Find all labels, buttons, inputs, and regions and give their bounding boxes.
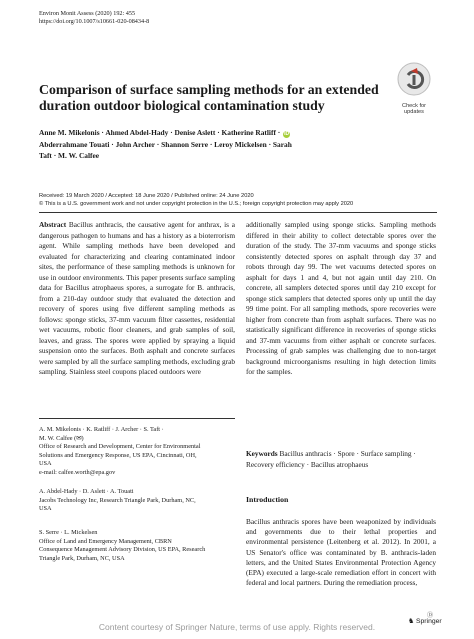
keywords-text: Bacillus anthracis · Spore · Surface sampling · Recovery efficiency · Bacillus atrophaeus <box>246 449 416 469</box>
check-for-updates-icon <box>397 62 431 96</box>
copyright-line: © This is a U.S. government work and not under copyright protection in the U.S.; foreign copyright protection may apply 2020 <box>39 201 354 208</box>
abstract-text: Bacillus anthracis, the causative agent for anthrax, is a dangerous pathogen to humans and has a history as a bioterrorism agent. While sampling methods have been developed and evaluated for characterizing and clearing contaminated indoor sites, the performance of these sampling methods is unknown for use in outdoor environments. This paper presents surface sampling data for Bacillus atrophaeus spores, a surrogate for B. anthracis, from a 210-day outdoor study that evaluated the detection and recovery of spores using five different sampling methods as follows: sponge sticks, 37-mm vacuum filter cassettes, residential wet vacuums, robotic floor cleaners, and grab samples of soil, leaves, and grass. The spores were applied by spraying a liquid suspension onto the surfaces. Both asphalt and concrete surfaces were sampled by all the surface sampling methods, excluding grab sampling. Stainless steel coupons placed outdoors were <box>39 220 235 376</box>
badge-line1: Check for <box>402 103 426 109</box>
affiliation-3-line: Consequence Management Advisory Division, US EPA, Research <box>39 546 206 554</box>
affiliation-1-names2: M. W. Calfee (✉) <box>39 434 84 442</box>
journal-citation: Environ Monit Assess (2020) 192: 455 <box>39 10 136 17</box>
affiliation-1-line: USA <box>39 460 52 468</box>
affiliation-divider <box>39 418 235 419</box>
author-line3-text: Taft · M. W. Calfee <box>39 151 100 161</box>
affiliation-2-line: Jacobs Technology Inc, Research Triangle Park, Durham, NC, <box>39 496 196 504</box>
affiliation-3-names: S. Serre · L. Mickelsen <box>39 529 98 536</box>
affiliation-1-line: Solutions and Emergency Response, US EPA, Cincinnati, OH, <box>39 451 197 459</box>
abstract-continued: additionally sampled using sponge sticks. Sampling methods differed in their ability to collect detectable spores over the duration of the study. The 37-mm vacuums and sponge sticks consistently detected spores on asphalt through day 37 and robots through day 99. The wet vacuums detected spores on asphalt for days 1 and 4, but not again until day 210. On concrete, all samplers detected spores until day 210 except for sponge stick samplers that detected spores only up until the day 99 time point. For all sampling methods, spore recoveries were higher from concrete than from asphalt surfaces. There was no statistically significant difference in recoveries of sponge sticks and 37-mm vacuums from either asphalt or concrete surfaces. Processing of grab samples was challenging due to non-target background microorganisms resulting in high detection limits for the samples. <box>246 220 436 376</box>
affiliation-2-names: A. Abdel-Hady · D. Aslett · A. Touati <box>39 488 134 495</box>
author-line-1 <box>39 127 369 139</box>
header-divider <box>39 212 437 213</box>
author-line-3 <box>39 150 369 162</box>
affiliation-1-line: Office of Research and Development, Center for Environmental <box>39 443 201 451</box>
continued-mark: Ⓓ <box>427 613 434 619</box>
keywords-block <box>246 449 436 470</box>
affiliation-2 <box>39 488 235 514</box>
affiliation-3-line: Triangle Park, Durham, NC, USA <box>39 554 125 562</box>
introduction-heading: Introduction <box>246 495 289 504</box>
author-line-2 <box>39 139 369 151</box>
affiliation-1-email[interactable]: e-mail: calfee.worth@epa.gov <box>39 468 116 476</box>
keywords-label: Keywords <box>246 449 278 458</box>
journal-header <box>39 10 149 26</box>
dates-line: Received: 19 March 2020 / Accepted: 18 June 2020 / Published online: 24 June 2020 <box>39 193 254 199</box>
author-line2-text: Abderrahmane Touati · John Archer · Shannon Serre · Leroy Mickelsen · Sarah <box>39 139 292 149</box>
orcid-icon[interactable]: iD <box>284 131 290 137</box>
check-for-updates-badge[interactable] <box>395 62 433 116</box>
affiliation-1 <box>39 426 235 478</box>
author-list <box>39 127 369 162</box>
abstract-label: Abstract <box>39 220 67 229</box>
introduction-text: Bacillus anthracis spores have been weaponized by individuals and governments due to their lethal properties and environmental persistence (Leitenberg et al. 2012). In 2001, a US Senator's office was contaminated by B. anthracis-laden letters, and the United States Environmental Protection Agency (EPA) executed a large-scale remediation effort in concert with federal and local partners. During the remediation process, <box>246 517 436 588</box>
doi-link[interactable]: https://doi.org/10.1007/s10661-020-08434-8 <box>39 18 150 26</box>
badge-line2: updates <box>404 109 424 116</box>
page-footer: Content courtesy of Springer Nature, terms of use apply. Rights reserved. <box>98 622 376 632</box>
springer-horse-icon: ♞ <box>408 618 415 625</box>
publication-dates <box>39 192 439 208</box>
affiliation-1-names: A. M. Mikelonis · K. Ratliff · J. Archer · S. Taft · <box>39 426 164 433</box>
paper-title: Comparison of surface sampling methods for an extended duration outdoor biological contamination study <box>39 82 379 113</box>
publisher-name: Springer <box>415 618 442 625</box>
abstract-block <box>39 220 235 378</box>
affiliation-2-line: USA <box>39 505 52 513</box>
affiliation-3 <box>39 529 235 563</box>
affiliation-3-line: Office of Land and Emergency Management, CBRN <box>39 537 172 545</box>
author-line1-text: Anne M. Mikelonis · Ahmed Abdel-Hady · Denise Aslett · Katherine Ratliff · <box>39 128 281 137</box>
